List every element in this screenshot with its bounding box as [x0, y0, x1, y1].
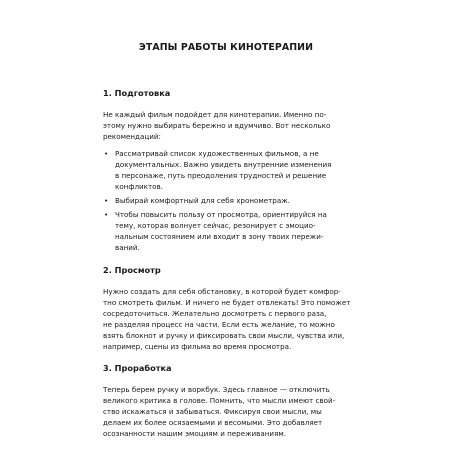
text-line: тему, которая волнует сейчас, резонирует с эмоцио- [115, 221, 316, 230]
text-line: этому нужно выбирать бережно и вдумчиво. Вот несколько [103, 121, 331, 130]
text-line: взять блокнот и ручку и фиксировать свои мысли, чувства или, [103, 331, 345, 340]
text-line: не разделяя процесс на части. Если есть желание, то можно [103, 320, 335, 329]
text-line: Выбирай комфортный для себя хронометраж. [115, 196, 290, 205]
list-item [104, 209, 349, 253]
section-viewing [103, 265, 349, 352]
text-line: Чтобы повысить пользу от просмотра, ориентируйся на [115, 210, 327, 219]
text-line: в персонаже, путь преодоления трудностей и решение [115, 171, 327, 180]
section-paragraph [103, 109, 349, 142]
bullet-icon: • [104, 196, 109, 205]
recommendations-list [103, 148, 349, 253]
text-line: рекомендаций: [103, 132, 161, 141]
text-line: Рассматривай список художественных фильмов, а не [115, 149, 319, 158]
text-line: тно смотреть фильм. И ничего не будет отвлекать! Это поможет [103, 298, 351, 307]
text-line: Не каждый фильм подойдет для кинотерапии. Именно по- [103, 110, 327, 119]
text-line: нальным состоянием или входит в зону твоих пережи- [115, 232, 324, 241]
page-title: ЭТАПЫ РАБОТЫ КИНОТЕРАПИИ [138, 42, 314, 53]
section-paragraph [103, 286, 349, 352]
text-line: осознанности нашим эмоциям и переживаниям. [103, 429, 287, 438]
bullet-icon: • [104, 149, 109, 158]
bullet-icon: • [104, 210, 109, 219]
section-heading: 3. Проработка [103, 363, 172, 373]
text-line: великого критика в голове. Помнить, что мысли имеют свой- [103, 396, 336, 405]
section-heading: 1. Подготовка [103, 88, 171, 98]
text-line: сосредоточиться. Желательно досмотреть с первого раза, [103, 309, 327, 318]
text-line: Нужно создать для себя обстановку, в которой будет комфор- [103, 287, 341, 296]
section-preparation [103, 88, 349, 253]
text-line: ваний. [115, 243, 140, 252]
text-line: ство искажаться и забываться. Фиксируя свои мысли, мы [103, 407, 322, 416]
list-item [104, 195, 349, 206]
list-item [104, 148, 349, 192]
text-line: документальных. Важно увидеть внутренние изменения [115, 160, 332, 169]
section-paragraph [103, 384, 349, 439]
text-line: Теперь берем ручку и воркбук. Здесь главное — отключить [103, 385, 330, 394]
section-processing [103, 363, 349, 439]
text-line: например, сцены из фильма во время просмотра. [103, 342, 292, 351]
text-line: делаем их более осязаемыми и весомыми. Это добавляет [103, 418, 323, 427]
section-heading: 2. Просмотр [103, 265, 161, 275]
text-line: конфликтов. [115, 182, 163, 191]
